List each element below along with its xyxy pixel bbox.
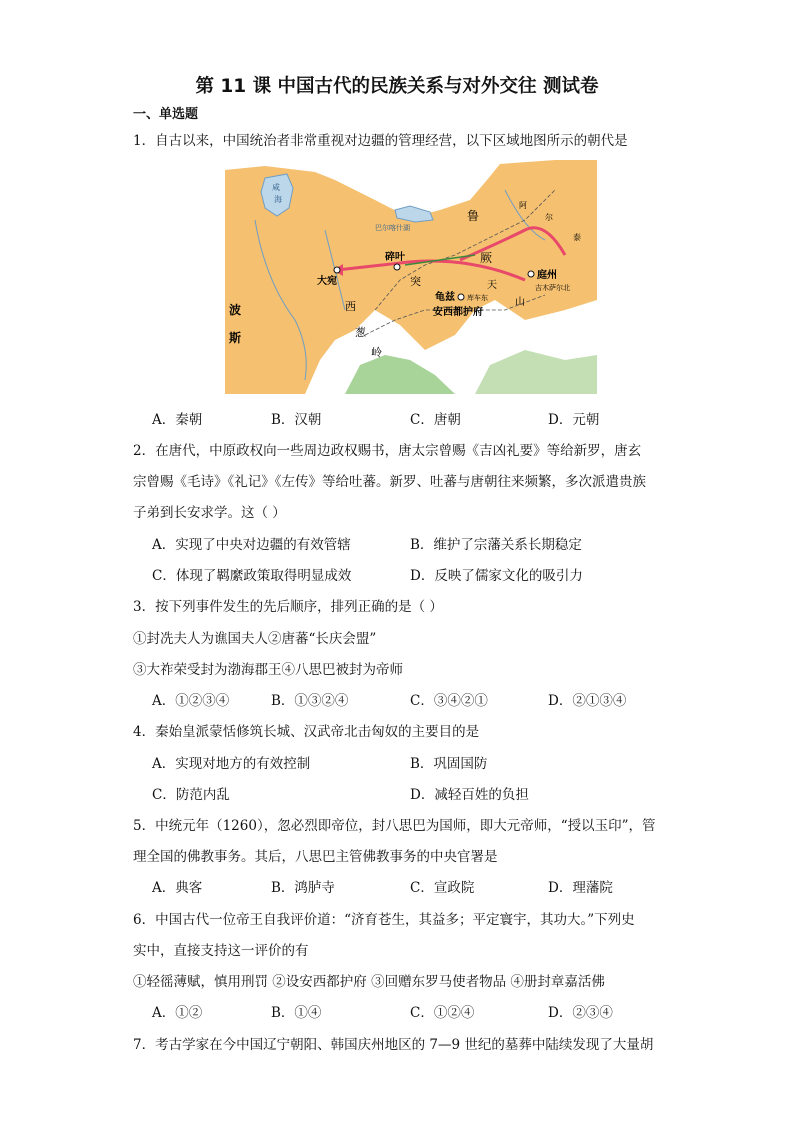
anxi-label: 安西都护府 (433, 307, 483, 318)
map-label-si: 斯 (229, 331, 242, 345)
q6-option-b: B．①④ (271, 1005, 322, 1021)
q1-option-d: D．元朝 (548, 412, 600, 428)
q1-option-c: C．唐朝 (410, 412, 461, 428)
dawan-marker (334, 267, 340, 273)
map-label-cong: 葱 (355, 326, 366, 339)
sea-label-1: 咸 (272, 183, 280, 192)
q5-stem-line2: 理全国的佛教事务。其后，八思巴主管佛教事务的中央官署是 (133, 849, 498, 865)
q3-stem: 3．按下列事件发生的先后顺序，排列正确的是（ ） (133, 599, 443, 615)
q2-option-a: A．实现了中央对边疆的有效管辖 (152, 537, 351, 553)
q6-choices: ①轻徭薄赋，慎用刑罚 ②设安西都护府 ③回赠东罗马使者物品 ④册封章嘉活佛 (133, 974, 605, 990)
q3-events-2: ③大祚荣受封为渤海郡王④八思巴被封为帝师 (133, 662, 403, 678)
q2-option-c: C．体现了羁縻政策取得明显成效 (152, 568, 352, 584)
tang-western-regions-map (225, 160, 597, 394)
q3-option-b: B．①③②④ (271, 693, 349, 709)
q5-option-d: D．理藩院 (548, 880, 613, 896)
kuche-label: 库车东 (467, 294, 488, 302)
q6-option-a: A．①② (152, 1005, 203, 1021)
q5-option-c: C．宣政院 (410, 880, 475, 896)
dawan-label: 大宛 (317, 276, 337, 287)
q6-option-d: D．②③④ (548, 1005, 613, 1021)
qiuci-label: 龟兹 (435, 292, 455, 303)
q5-option-b: B．鸿胪寺 (271, 880, 335, 896)
q1-stem: 1．自古以来，中国统治者非常重视对边疆的管理经营，以下区域地图所示的朝代是 (133, 133, 628, 149)
qiuci-marker (458, 294, 464, 300)
map-label-xi: 西 (345, 300, 356, 313)
q1-option-b: B．汉朝 (271, 412, 322, 428)
tingzhou-marker (528, 271, 534, 277)
q3-option-a: A．①②③④ (152, 693, 230, 709)
q4-option-b: B．巩固国防 (410, 756, 488, 772)
tingzhou-label: 庭州 (537, 270, 557, 281)
q2-option-b: B．维护了宗藩关系长期稳定 (410, 537, 582, 553)
q2-option-d: D．反映了儒家文化的吸引力 (410, 568, 583, 584)
q6-stem-line2: 实中，直接支持这一评价的有 (133, 943, 309, 959)
sea-label-2: 海 (274, 195, 282, 204)
q6-option-c: C．①②④ (410, 1005, 475, 1021)
lake-label: 巴尔喀什湖 (375, 224, 410, 232)
q2-stem-line1: 2．在唐代，中原政权向一些周边政权赐书，唐太宗曾赐《吉凶礼要》等给新罗，唐玄 (133, 443, 642, 459)
q3-option-d: D．②①③④ (548, 693, 627, 709)
q4-option-a: A．实现对地方的有效控制 (152, 756, 311, 772)
section-heading: 一、单选题 (133, 107, 199, 122)
q7-stem: 7．考古学家在今中国辽宁朝阳、韩国庆州地区的 7—9 世纪的墓葬中陆续发现了大量胡 (133, 1037, 654, 1053)
jimusaer-label: 吉木萨尔北 (535, 284, 570, 292)
q4-option-d: D．减轻百姓的负担 (410, 787, 529, 803)
q3-events-1: ①封冼夫人为谯国夫人②唐蕃“长庆会盟” (133, 631, 377, 647)
map-label-shan: 山 (515, 297, 525, 308)
map-label-he1: 阿 (519, 201, 527, 210)
q6-stem-line1: 6．中国古代一位帝王自我评价道：“济育苍生，其益多；平定寰宇，其功大。”下列史 (133, 912, 635, 928)
page-title: 第 11 课 中国古代的民族关系与对外交往 测试卷 (195, 76, 599, 97)
map-label-tian: 天 (487, 280, 497, 291)
q1-option-a: A．秦朝 (152, 412, 203, 428)
q5-option-a: A．典客 (152, 880, 203, 896)
map-label-lu: 鲁 (467, 209, 480, 223)
map-label-ling: 岭 (371, 346, 382, 359)
suiye-label: 碎叶 (385, 252, 405, 263)
q5-stem-line1: 5．中统元年（1260），忽必烈即帝位，封八思巴为国师，即大元帝师，“授以玉印”，管 (133, 818, 656, 834)
map-label-jue: 厥 (480, 251, 493, 265)
map-label-bo: 波 (229, 303, 242, 317)
map-label-he2: 尔 (545, 213, 553, 222)
q4-option-c: C．防范内乱 (152, 787, 230, 803)
map-label-tu: 突 (410, 275, 421, 288)
q2-stem-line3: 子弟到长安求学。这（ ） (133, 505, 286, 521)
map-label-he3: 泰 (573, 233, 581, 242)
q2-stem-line2: 宗曾赐《毛诗》《礼记》《左传》等给吐蕃。新罗、吐蕃与唐朝往来频繁，多次派遣贵族 (133, 474, 646, 490)
q4-stem: 4．秦始皇派蒙恬修筑长城、汉武帝北击匈奴的主要目的是 (133, 724, 480, 740)
q3-option-c: C．③④②① (410, 693, 488, 709)
suiye-marker (394, 264, 400, 270)
